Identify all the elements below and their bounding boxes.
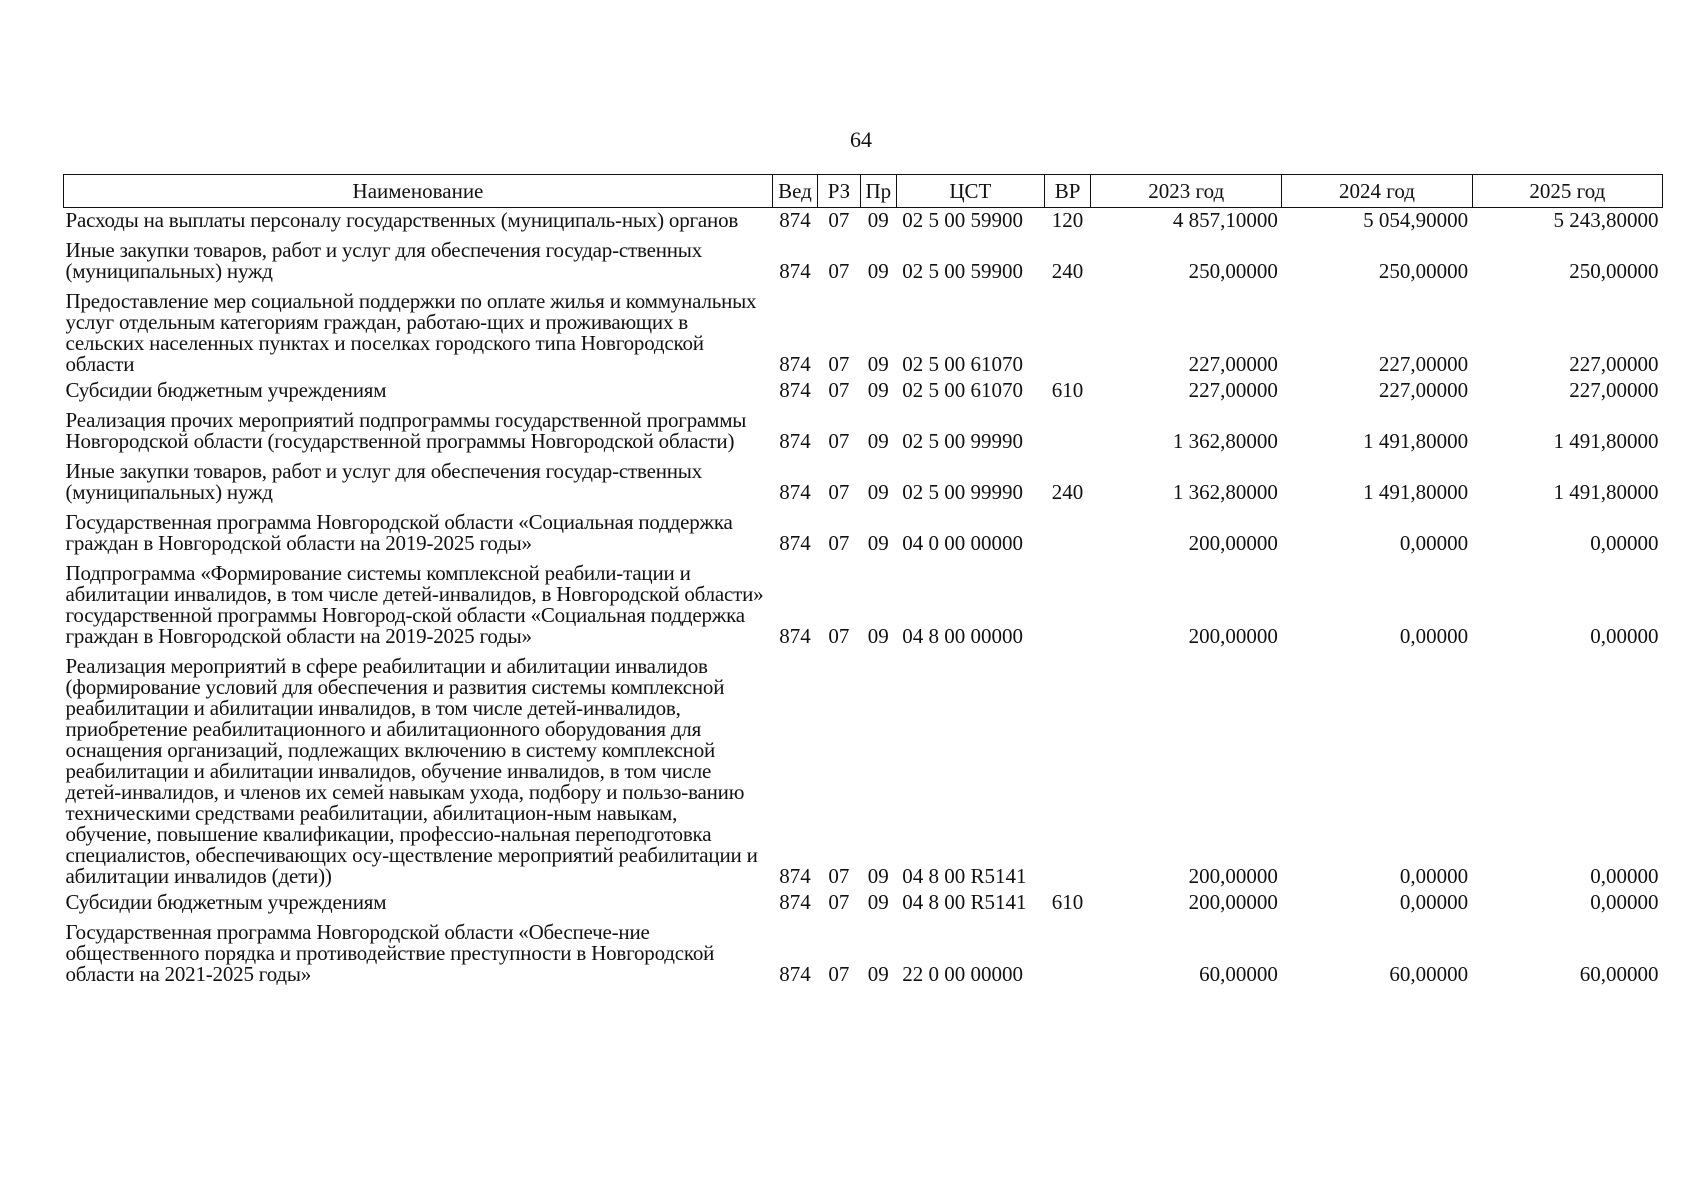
row-rz: 07 — [828, 624, 850, 648]
row-pr: 09 — [867, 480, 889, 504]
row-pr: 09 — [867, 624, 889, 648]
row-ved: 874 — [779, 259, 811, 283]
row-vr: 610 — [1051, 378, 1084, 402]
row-2024: 1 491,80000 — [1363, 480, 1469, 504]
row-rz: 07 — [828, 890, 850, 914]
row-pr: 09 — [867, 352, 889, 376]
header-pr: Пр — [860, 175, 896, 208]
row-name: Подпрограмма «Формирование системы комплексной реабили-тации и абилитации инвалидов, в том числе детей-инвалидов, в Новгородской области» государственной программы Новгород-ской области «Социальная поддержка граждан в Новгородской области на 2019-2025 годы» — [65, 561, 764, 648]
row-2025: 5 243,80000 — [1553, 208, 1659, 232]
header-2024: 2024 год — [1282, 175, 1472, 208]
row-pr: 09 — [867, 429, 889, 453]
row-rz: 07 — [828, 208, 850, 232]
table-row — [64, 285, 1663, 378]
header-cst: ЦСТ — [896, 175, 1044, 208]
row-vr: 610 — [1051, 890, 1084, 914]
row-vr: 240 — [1051, 259, 1084, 283]
row-pr: 09 — [867, 531, 889, 555]
row-2023: 200,00000 — [1188, 890, 1278, 914]
row-cst: 02 5 00 99990 — [902, 480, 1023, 504]
row-pr: 09 — [867, 208, 889, 232]
row-rz: 07 — [828, 378, 850, 402]
row-name: Иные закупки товаров, работ и услуг для обеспечения государ-ственных (муниципальных) нужд — [65, 238, 702, 283]
row-ved: 874 — [779, 480, 811, 504]
header-vr: ВР — [1045, 175, 1091, 208]
row-rz: 07 — [828, 962, 850, 986]
table-row — [64, 208, 1663, 235]
row-vr — [1045, 285, 1091, 378]
row-ved: 874 — [779, 890, 811, 914]
row-name: Субсидии бюджетным учреждениям — [65, 890, 387, 914]
table-row — [64, 455, 1663, 506]
header-rz: РЗ — [817, 175, 860, 208]
row-2025: 0,00000 — [1590, 531, 1659, 555]
header-ved: Вед — [772, 175, 817, 208]
header-name: Наименование — [64, 175, 773, 208]
row-2024: 0,00000 — [1399, 624, 1469, 648]
row-2025: 227,00000 — [1569, 378, 1659, 402]
row-pr: 09 — [867, 259, 889, 283]
row-2025: 0,00000 — [1590, 864, 1659, 888]
row-2025: 227,00000 — [1569, 352, 1659, 376]
row-2024: 1 491,80000 — [1363, 429, 1469, 453]
row-2025: 0,00000 — [1590, 624, 1659, 648]
row-name: Иные закупки товаров, работ и услуг для обеспечения государ-ственных (муниципальных) нужд — [65, 459, 702, 504]
row-2023: 200,00000 — [1188, 864, 1278, 888]
row-cst: 02 5 00 61070 — [902, 378, 1023, 402]
row-rz: 07 — [828, 352, 850, 376]
row-vr — [1045, 557, 1091, 650]
row-rz: 07 — [828, 259, 850, 283]
table-row — [64, 404, 1663, 455]
row-2025: 60,00000 — [1579, 962, 1659, 986]
row-vr — [1045, 506, 1091, 557]
row-ved: 874 — [779, 352, 811, 376]
table-header-row — [64, 175, 1663, 208]
row-2023: 4 857,10000 — [1172, 208, 1278, 232]
row-ved: 874 — [779, 429, 811, 453]
row-cst: 02 5 00 61070 — [902, 352, 1023, 376]
row-ved: 874 — [779, 378, 811, 402]
table-row — [64, 506, 1663, 557]
row-rz: 07 — [828, 480, 850, 504]
row-2024: 250,00000 — [1378, 259, 1469, 283]
row-vr — [1045, 650, 1091, 890]
header-2023: 2023 год — [1091, 175, 1282, 208]
row-2025: 0,00000 — [1590, 890, 1659, 914]
row-pr: 09 — [867, 864, 889, 888]
row-2023: 227,00000 — [1188, 378, 1278, 402]
row-pr: 09 — [867, 378, 889, 402]
table-row — [64, 890, 1663, 916]
table-row — [64, 234, 1663, 285]
row-cst: 04 8 00 R5141 — [902, 864, 1027, 888]
row-ved: 874 — [779, 864, 811, 888]
row-ved: 874 — [779, 208, 811, 232]
row-rz: 07 — [828, 429, 850, 453]
row-2024: 0,00000 — [1399, 890, 1469, 914]
row-2023: 200,00000 — [1188, 531, 1278, 555]
row-name: Государственная программа Новгородской области «Обеспече-ние общественного порядка и противодействие преступности в Новгородской области на 2021-2025 годы» — [65, 920, 715, 986]
row-2025: 1 491,80000 — [1553, 429, 1659, 453]
header-2025: 2025 год — [1472, 175, 1662, 208]
row-2024: 227,00000 — [1378, 352, 1469, 376]
row-2024: 0,00000 — [1399, 864, 1469, 888]
page-number: 64 — [850, 127, 872, 152]
row-vr: 120 — [1051, 208, 1084, 232]
row-2023: 1 362,80000 — [1172, 480, 1278, 504]
row-2023: 227,00000 — [1188, 352, 1278, 376]
row-cst: 02 5 00 99990 — [902, 429, 1023, 453]
row-ved: 874 — [779, 531, 811, 555]
row-vr — [1045, 404, 1091, 455]
row-2023: 60,00000 — [1199, 962, 1278, 986]
row-cst: 04 0 00 00000 — [902, 531, 1023, 555]
row-2023: 1 362,80000 — [1172, 429, 1278, 453]
row-2023: 250,00000 — [1188, 259, 1278, 283]
row-name: Субсидии бюджетным учреждениям — [65, 378, 387, 402]
row-name: Реализация прочих мероприятий подпрограммы государственной программы Новгородской области (государственной программы Новгородской области) — [65, 408, 747, 453]
row-2025: 1 491,80000 — [1553, 480, 1659, 504]
row-pr: 09 — [867, 962, 889, 986]
row-cst: 02 5 00 59900 — [902, 259, 1023, 283]
row-ved: 874 — [779, 962, 811, 986]
row-2024: 60,00000 — [1389, 962, 1469, 986]
row-cst: 04 8 00 00000 — [902, 624, 1023, 648]
row-vr: 240 — [1051, 480, 1084, 504]
row-cst: 02 5 00 59900 — [902, 208, 1023, 232]
table-row — [64, 378, 1663, 404]
row-pr: 09 — [867, 890, 889, 914]
table-row — [64, 557, 1663, 650]
row-2025: 250,00000 — [1569, 259, 1659, 283]
row-2024: 5 054,90000 — [1363, 208, 1469, 232]
row-name: Реализация мероприятий в сфере реабилитации и абилитации инвалидов (формирование условий для обеспечения и развития системы комплексной реабилитации и абилитации инвалидов, в том числе детей-инвалидов, приобретение реабилитационного и абилитационного оборудования для оснащения организаций, подлежащих включению в систему комплексной реабилитации и абилитации инвалидов, обучение инвалидов, в том числе детей-инвалидов, и членов их семей навыкам ухода, подбору и пользо-ванию техническими средствами реабилитации, абилитацион-ным навыкам, обучение, повышение квалификации, профессио-нальная переподготовка специалистов, обеспечивающих осу-ществление мероприятий реабилитации и абилитации инвалидов (дети)) — [65, 654, 758, 888]
row-2024: 227,00000 — [1378, 378, 1469, 402]
budget-table — [63, 174, 1663, 988]
row-cst: 22 0 00 00000 — [902, 962, 1023, 986]
row-2024: 0,00000 — [1399, 531, 1469, 555]
table-row — [64, 916, 1663, 988]
row-ved: 874 — [779, 624, 811, 648]
row-rz: 07 — [828, 864, 850, 888]
row-vr — [1045, 916, 1091, 988]
row-name: Государственная программа Новгородской области «Социальная поддержка граждан в Новгородской области на 2019-2025 годы» — [65, 510, 733, 555]
row-name: Расходы на выплаты персоналу государственных (муниципаль-ных) органов — [65, 208, 739, 232]
row-2023: 200,00000 — [1188, 624, 1278, 648]
row-cst: 04 8 00 R5141 — [902, 890, 1027, 914]
table-row — [64, 650, 1663, 890]
row-rz: 07 — [828, 531, 850, 555]
row-name: Предоставление мер социальной поддержки по оплате жилья и коммунальных услуг отдельным категориям граждан, работаю-щих и проживающих в сельских населенных пунктах и поселках городского типа Новгородской области — [65, 289, 757, 376]
